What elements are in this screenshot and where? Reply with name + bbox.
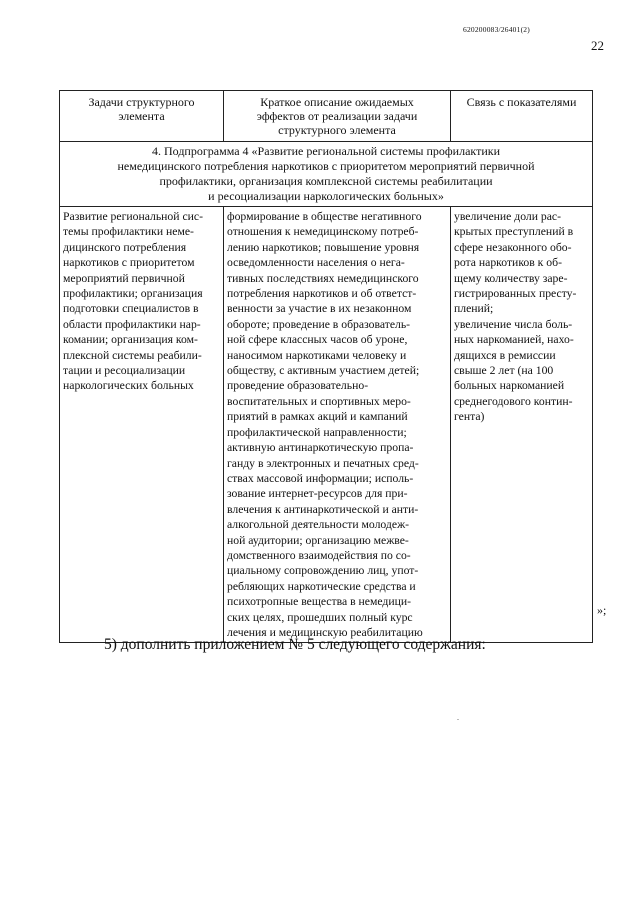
closing-quote-mark: »; — [597, 603, 607, 617]
table-header-row — [60, 91, 593, 142]
header-effects: Краткое описание ожидаемых эффектов от реализации задачи структурного элемента — [224, 91, 451, 142]
cell-indicators: увеличение доли рас- крытых преступлений в сфере незаконного обо- рота наркотиков к об- щему количеству заре- гистрированных престу- плений; увеличение числа боль- ных наркоманией, нахо- дящихся в ремиссии свыше 2 лет (на 100 больных наркоманией среднегодового контин- гента) — [451, 207, 593, 643]
header-indicators: Связь с показателями — [451, 91, 593, 142]
page-number: 22 — [591, 38, 604, 53]
header-tasks: Задачи структурного элемента — [60, 91, 224, 142]
table-row — [60, 207, 593, 643]
cell-effects: формирование в обществе негативного отношения к немедицинскому потреб- лению наркотиков; повышение уровня осведомленности населения о нега- тивных последствиях немедицинского потребления наркотиков и об ответст- венности за участие в их незаконном обороте; проведение в образователь- ной сфере классных часов об уроне, наносимом наркотиками человеку и обществу, с активным участием детей; проведение образовательно- воспитательных и спортивных меро- приятий в рамках акций и кампаний профилактической направленности; активную антинаркотическую пропа- ганду в электронных и печатных сред- ствах массовой информации; исполь- зование интернет-ресурсов для при- влечения к антинаркотической и анти- алкогольной деятельности молодеж- ной аудитории; организацию межве- домственного взаимодействия по со- циальному сопровождению лиц, упот- ребляющих наркотические средства и психотропные вещества в немедици- ских целях, прошедших полный курс лечения и медицинскую реабилитацию — [224, 207, 451, 643]
subprogram-row — [60, 142, 593, 207]
scan-speck — [457, 719, 459, 720]
subprogram-title: 4. Подпрограмма 4 «Развитие региональной системы профилактики немедицинского потребления наркотиков с приоритетом мероприятий первичной профилактики, организация комплексной системы реабилитации и ресоциализации наркологических больных» — [60, 142, 593, 207]
cell-tasks: Развитие региональной сис- темы профилактики неме- дицинского потребления наркотиков с приоритетом мероприятий первичной профилактики; организация подготовки специалистов в области профилактики нар- комании; организация ком- плексной системы реабили- тации и ресоциализации наркологических больных — [60, 207, 224, 643]
document-code: 620200083/26401(2) — [463, 25, 530, 34]
amendment-paragraph: 5) дополнить приложением № 5 следующего содержания: — [104, 636, 486, 653]
structural-elements-table — [59, 90, 593, 643]
